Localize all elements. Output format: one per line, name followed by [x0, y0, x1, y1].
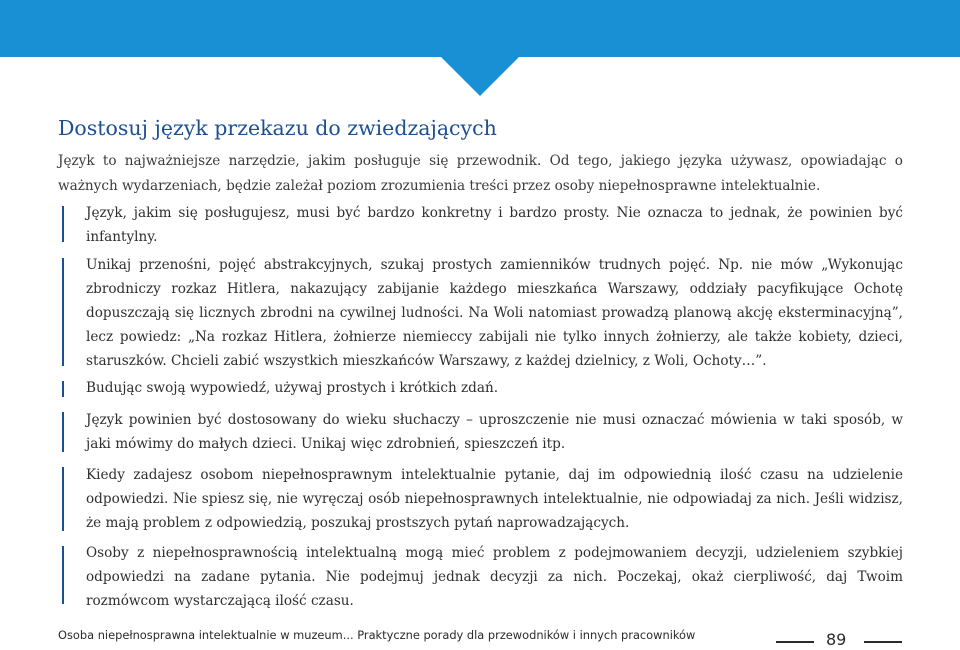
tip-paragraph: Język powinien być dostosowany do wieku słuchaczy – uproszczenie nie musi oznaczać mówienia w taki sposób, w jaki mówimy do małych dzieci. Unikaj więc zdrobnień, spieszczeń itp. [86, 412, 903, 452]
tip-paragraph: Budując swoją wypowiedź, używaj prostych i krótkich zdań. [86, 380, 499, 396]
tip-marker [62, 381, 64, 397]
header-band [0, 0, 960, 57]
tip-marker [62, 258, 64, 366]
tip-marker [62, 206, 64, 242]
footer-rule-right [864, 641, 902, 643]
section-heading: Dostosuj język przekazu do zwiedzających [58, 116, 497, 140]
tip-marker [62, 467, 64, 531]
tip-paragraph: Osoby z niepełnosprawnością intelektualną mogą mieć problem z podejmowaniem decyzji, udzieleniem szybkiej odpowiedzi na zadane pytania. Nie podejmuj jednak decyzji za nich. Poczekaj, okaż cierpliwość, daj Twoim rozmówcom wystarczającą ilość czasu. [86, 545, 903, 609]
tip-marker [62, 546, 64, 604]
header-arrow [440, 56, 520, 96]
tip-paragraph: Unikaj przenośni, pojęć abstrakcyjnych, szukaj prostych zamienników trudnych pojęć. Np. nie mów „Wykonując zbrodniczy rozkaz Hitlera, nakazujący zabijanie każdego mieszkańca Warszawy, oddziały pacyfikujące Ochotę dopuszczają się licznych zbrodni na cywilnej ludności. Na Woli natomiast prowadzą planową akcję eksterminacyjną”, lecz powiedz: „Na rozkaz Hitlera, żołnierze niemieccy zabijali nie tylko innych żołnierzy, ale także kobiety, dzieci, staruszków. Chcieli zabić wszystkich mieszkańców Warszawy, z każdej dzielnicy, z Woli, Ochoty…”. [86, 257, 903, 369]
intro-paragraph: Język to najważniejsze narzędzie, jakim posługuje się przewodnik. Od tego, jakiego języka używasz, opowiadając o ważnych wydarzeniach, będzie zależał poziom zrozumienia treści przez osoby niepełnosprawne intelektualnie. [58, 153, 903, 194]
page-number: 89 [826, 630, 847, 649]
footer-rule-left [776, 641, 814, 643]
tip-paragraph: Język, jakim się posługujesz, musi być bardzo konkretny i bardzo prosty. Nie oznacza to jednak, że powinien być infantylny. [86, 205, 903, 245]
tip-paragraph: Kiedy zadajesz osobom niepełnosprawnym intelektualnie pytanie, daj im odpowiednią ilość czasu na udzielenie odpowiedzi. Nie spiesz się, nie wyręczaj osób niepełnosprawnych intelektualnie, nie odpowiadaj za nich. Jeśli widzisz, że mają problem z odpowiedzią, poszukaj prostszych pytań naprowadzających. [86, 467, 903, 531]
tip-marker [62, 412, 64, 452]
footer-title: Osoba niepełnosprawna intelektualnie w muzeum... Praktyczne porady dla przewodników i innych pracowników [58, 628, 696, 642]
